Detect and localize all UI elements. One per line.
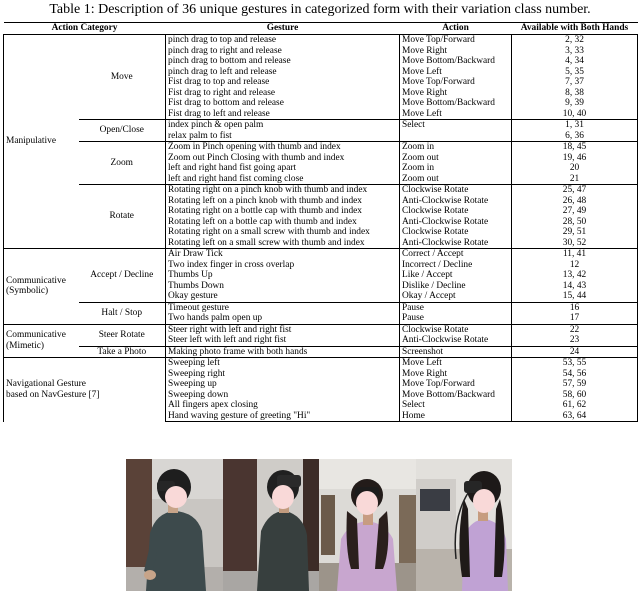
table-row [4, 324, 638, 335]
action-cell: Move Left [400, 109, 512, 120]
subcategory-cell: Zoom [79, 142, 166, 185]
both-hands-cell: 23 [512, 335, 638, 346]
category-line: Communicative [6, 275, 66, 286]
subcategory-cell: Steer Rotate [79, 324, 166, 346]
both-hands-cell: 22 [512, 324, 638, 335]
gesture-cell: Fist drag to right and release [166, 88, 400, 99]
category-line: (Symbolic) [6, 286, 49, 297]
both-hands-cell: 9, 39 [512, 98, 638, 109]
gesture-cell: Fist drag to bottom and release [166, 98, 400, 109]
action-cell: Clockwise Rotate [400, 227, 512, 238]
gesture-cell: Two index finger in cross overlap [166, 260, 400, 271]
table-caption: Table 1: Description of 36 unique gestures in categorized form with their variation class number. [49, 2, 591, 17]
both-hands-cell: 19, 46 [512, 153, 638, 164]
table-row [4, 142, 638, 153]
header-action-category: Action Category [4, 23, 166, 35]
subcategory-cell: Rotate [79, 185, 166, 249]
action-cell: Anti-Clockwise Rotate [400, 217, 512, 228]
both-hands-cell: 26, 48 [512, 196, 638, 207]
gesture-cell: Zoom in Pinch opening with thumb and index [166, 142, 400, 153]
action-cell: Select [400, 120, 512, 131]
both-hands-cell: 13, 42 [512, 270, 638, 281]
gesture-cell: Okay gesture [166, 291, 400, 302]
gesture-cell: Hand waving gesture of greeting "Hi" [166, 411, 400, 422]
gesture-cell: pinch drag to left and release [166, 67, 400, 78]
participant-photo [126, 459, 223, 591]
action-cell: Move Right [400, 88, 512, 99]
action-cell: Okay / Accept [400, 291, 512, 302]
gesture-cell: left and right hand fist going apart [166, 163, 400, 174]
gesture-cell: Air Draw Tick [166, 249, 400, 260]
gesture-cell: Rotating right on a small screw with thumb and index [166, 227, 400, 238]
action-cell: Move Right [400, 369, 512, 380]
action-category-cell [4, 358, 100, 422]
gesture-cell: Making photo frame with both hands [166, 346, 400, 358]
gesture-cell: Thumbs Down [166, 281, 400, 292]
gesture-cell: relax palm to fist [166, 131, 400, 142]
subcategory-cell: Open/Close [79, 120, 166, 142]
both-hands-cell: 4, 34 [512, 56, 638, 67]
both-hands-cell: 3, 33 [512, 46, 638, 57]
action-cell: Clockwise Rotate [400, 185, 512, 196]
action-cell: Pause [400, 313, 512, 324]
both-hands-cell: 6, 36 [512, 131, 638, 142]
gesture-cell: Zoom out Pinch Closing with thumb and index [166, 153, 400, 164]
gesture-cell: index pinch & open palm [166, 120, 400, 131]
gesture-cell: Steer left with left and right fist [166, 335, 400, 346]
both-hands-cell: 8, 38 [512, 88, 638, 99]
both-hands-cell: 54, 56 [512, 369, 638, 380]
category-line: (Mimetic) [6, 340, 45, 351]
both-hands-cell: 58, 60 [512, 390, 638, 401]
action-cell: Clockwise Rotate [400, 324, 512, 335]
action-category-cell: Manipulative [4, 35, 79, 249]
both-hands-cell: 15, 44 [512, 291, 638, 302]
table-header-row [4, 23, 638, 35]
participant-photo [223, 459, 319, 591]
gesture-cell: Rotating left on a small screw with thumb and index [166, 238, 400, 249]
category-line: Communicative [6, 330, 66, 341]
action-cell: Move Bottom/Backward [400, 56, 512, 67]
gesture-cell: pinch drag to right and release [166, 46, 400, 57]
action-cell: Incorrect / Decline [400, 260, 512, 271]
action-cell: Dislike / Decline [400, 281, 512, 292]
action-cell: Zoom out [400, 174, 512, 185]
category-line: Navigational Gesture [6, 379, 86, 390]
gesture-cell: Steer right with left and right fist [166, 324, 400, 335]
table-body [4, 35, 638, 422]
table-row [4, 346, 638, 358]
gesture-cell: Sweeping left [166, 358, 400, 369]
participant-photo-image [319, 459, 416, 591]
participant-photo-image [223, 459, 319, 591]
gesture-cell: All fingers apex closing [166, 400, 400, 411]
gesture-cell: Rotating left on a bottle cap with thumb and index [166, 217, 400, 228]
table-row [4, 120, 638, 131]
both-hands-cell: 7, 37 [512, 77, 638, 88]
both-hands-cell: 5, 35 [512, 67, 638, 78]
both-hands-cell: 53, 55 [512, 358, 638, 369]
both-hands-cell: 24 [512, 346, 638, 358]
action-cell: Move Right [400, 46, 512, 57]
gesture-cell: Timeout gesture [166, 302, 400, 313]
action-cell: Clockwise Rotate [400, 206, 512, 217]
both-hands-cell: 1, 31 [512, 120, 638, 131]
action-cell: Zoom out [400, 153, 512, 164]
action-cell: Move Top/Forward [400, 379, 512, 390]
gesture-cell: Sweeping down [166, 390, 400, 401]
action-cell: Like / Accept [400, 270, 512, 281]
gesture-cell: Two hands palm open up [166, 313, 400, 324]
participant-photo-image [126, 459, 223, 591]
action-cell: Anti-Clockwise Rotate [400, 196, 512, 207]
gesture-cell: left and right hand fist coming close [166, 174, 400, 185]
action-cell [400, 131, 512, 142]
category-line: based on NavGesture [7] [6, 389, 100, 400]
header-both-hands: Available with Both Hands [512, 23, 638, 35]
header-gesture: Gesture [166, 23, 400, 35]
action-cell: Home [400, 411, 512, 422]
gesture-cell: Rotating left on a pinch knob with thumb and index [166, 196, 400, 207]
both-hands-cell: 63, 64 [512, 411, 638, 422]
both-hands-cell: 27, 49 [512, 206, 638, 217]
subcategory-cell: Take a Photo [79, 346, 166, 358]
both-hands-cell: 57, 59 [512, 379, 638, 390]
table-row [4, 302, 638, 313]
both-hands-cell: 10, 40 [512, 109, 638, 120]
action-cell: Select [400, 400, 512, 411]
gesture-cell: Rotating right on a bottle cap with thumb and index [166, 206, 400, 217]
action-cell: Correct / Accept [400, 249, 512, 260]
table-row [4, 358, 638, 369]
both-hands-cell: 21 [512, 174, 638, 185]
gesture-cell: Thumbs Up [166, 270, 400, 281]
table-row [4, 35, 638, 46]
table-row [4, 249, 638, 260]
action-cell: Move Left [400, 358, 512, 369]
action-cell: Pause [400, 302, 512, 313]
both-hands-cell: 11, 41 [512, 249, 638, 260]
both-hands-cell: 14, 43 [512, 281, 638, 292]
action-cell: Move Top/Forward [400, 35, 512, 46]
gesture-cell: pinch drag to top and release [166, 35, 400, 46]
header-action: Action [400, 23, 512, 35]
action-cell: Anti-Clockwise Rotate [400, 238, 512, 249]
action-cell: Move Bottom/Backward [400, 390, 512, 401]
subcategory-cell: Accept / Decline [79, 249, 166, 303]
gesture-cell: pinch drag to bottom and release [166, 56, 400, 67]
both-hands-cell: 16 [512, 302, 638, 313]
both-hands-cell: 2, 32 [512, 35, 638, 46]
both-hands-cell: 18, 45 [512, 142, 638, 153]
action-cell: Anti-Clockwise Rotate [400, 335, 512, 346]
subcategory-cell: Move [110, 71, 133, 82]
both-hands-cell: 25, 47 [512, 185, 638, 196]
gesture-cell: Rotating right on a pinch knob with thumb and index [166, 185, 400, 196]
both-hands-cell: 17 [512, 313, 638, 324]
action-cell: Screenshot [400, 346, 512, 358]
participant-photo [416, 459, 512, 591]
gesture-cell: Fist drag to left and release [166, 109, 400, 120]
action-category-cell [4, 324, 79, 358]
gesture-cell: Sweeping up [166, 379, 400, 390]
action-cell: Zoom in [400, 142, 512, 153]
both-hands-cell: 12 [512, 260, 638, 271]
both-hands-cell: 28, 50 [512, 217, 638, 228]
both-hands-cell: 29, 51 [512, 227, 638, 238]
participant-photo [319, 459, 416, 591]
action-cell: Move Left [400, 67, 512, 78]
both-hands-cell: 61, 62 [512, 400, 638, 411]
both-hands-cell: 30, 52 [512, 238, 638, 249]
gesture-cell: Fist drag to top and release [166, 77, 400, 88]
action-cell: Move Bottom/Backward [400, 98, 512, 109]
photo-strip [126, 459, 512, 591]
participant-photo-image [416, 459, 512, 591]
table-row [4, 185, 638, 196]
gesture-cell: Sweeping right [166, 369, 400, 380]
action-cell: Zoom in [400, 163, 512, 174]
subcategory-cell: Halt / Stop [79, 302, 166, 324]
action-category-cell [4, 249, 79, 325]
both-hands-cell: 20 [512, 163, 638, 174]
gesture-table [3, 22, 638, 422]
action-cell: Move Top/Forward [400, 77, 512, 88]
